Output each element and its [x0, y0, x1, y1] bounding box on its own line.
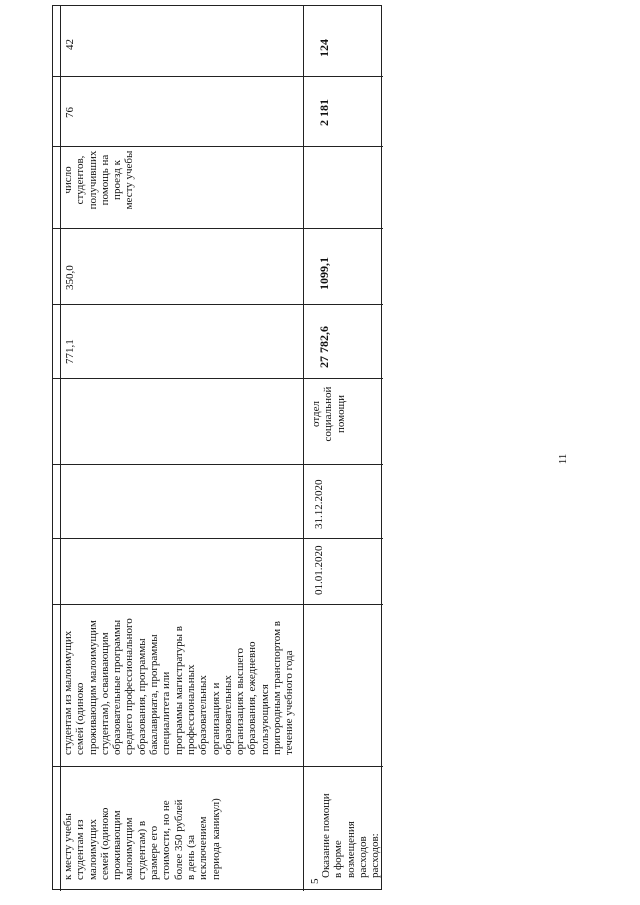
row-5-date-end: 31.12.2020	[313, 479, 325, 529]
row-5-number: 5	[309, 878, 321, 884]
col-divider	[53, 464, 383, 465]
prev-indicator-cell: число студентов, получивших помощь на проезд к месту учебы	[62, 150, 136, 210]
prev-amount-cell: 771,1	[64, 339, 76, 364]
row-5-amount: 27 782,6	[317, 326, 331, 368]
row-5-per-unit: 1099,1	[317, 257, 331, 290]
col-divider	[53, 304, 383, 305]
row-number-divider	[60, 6, 61, 891]
col-divider	[53, 228, 383, 229]
row-5-value-2: 124	[317, 39, 331, 57]
prev-value-1-cell: 76	[64, 107, 76, 118]
col-divider	[53, 538, 383, 539]
prev-value-2-cell: 42	[64, 39, 76, 50]
row-5-executor: отдел социальной помощи	[310, 386, 347, 442]
row-divider	[303, 6, 304, 891]
row-5-activity-cell: Оказание помощи в форме возмещения расходов расходов:	[320, 793, 382, 878]
page-number-text: 11	[557, 453, 569, 465]
row-5-value-1: 2 181	[317, 99, 331, 126]
page-number	[557, 453, 569, 465]
prev-description-cell: студентам из малоимущих семей (одиноко проживающим малоимущим студентам), осваивающим образовательные программы среднего профессионального образования, программы бакалавриата, программы специалитета или программы магистратуры в профессиональных образовательных организациях и образовательных организациях высшего образования, ежедневно пользующимся пригородным транспортом в течение учебного года	[62, 618, 296, 755]
row-5-date-start: 01.01.2020	[313, 545, 325, 595]
prev-per-unit-cell: 350,0	[64, 265, 76, 290]
prev-activity-cell: к месту учебы студентам из малоимущих семей (одиноко проживающим малоимущим студентам) в размере его стоимости, но не более 350 рублей в день (за исключением периода каникул)	[62, 798, 222, 880]
col-divider	[53, 76, 383, 77]
